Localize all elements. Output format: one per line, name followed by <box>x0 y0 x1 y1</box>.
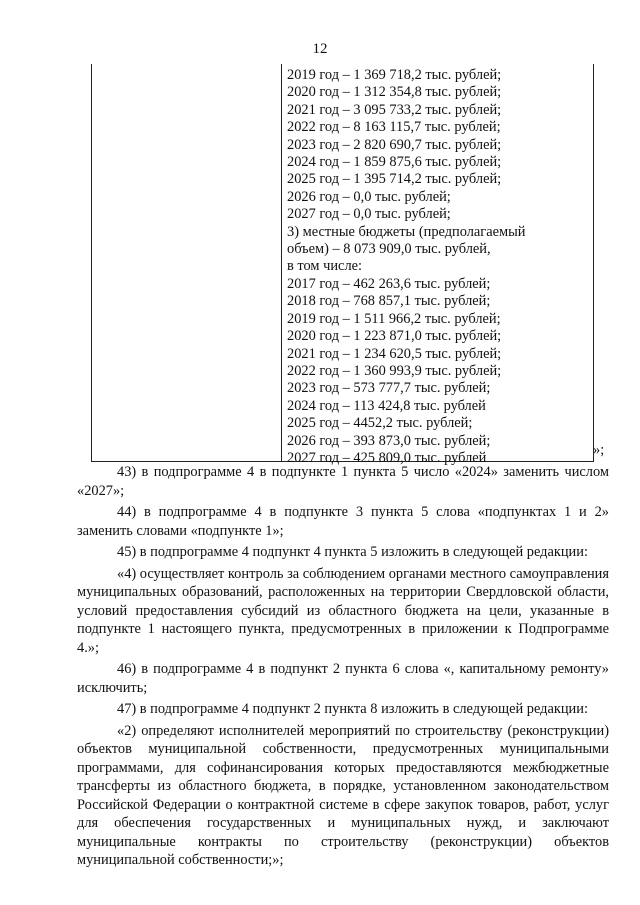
table-line: в том числе: <box>287 258 363 275</box>
table-line: 2027 год – 0,0 тыс. рублей; <box>287 206 451 223</box>
table-line: 2021 год – 3 095 733,2 тыс. рублей; <box>287 101 502 118</box>
table-line: 3) местные бюджеты (предполагаемый <box>287 223 526 240</box>
table-line: 2019 год – 1 511 966,2 тыс. рублей; <box>287 310 501 327</box>
table-line: 2025 год – 1 395 714,2 тыс. рублей; <box>287 171 502 188</box>
table-line: 2017 год – 462 263,6 тыс. рублей; <box>287 275 491 292</box>
table-cell-financing <box>287 67 587 467</box>
table-line: 2026 год – 0,0 тыс. рублей; <box>287 188 451 205</box>
table-line: объем) – 8 073 909,0 тыс. рублей, <box>287 241 491 258</box>
table-line: 2019 год – 1 369 718,2 тыс. рублей; <box>287 67 502 83</box>
amendment-paragraph: 43) в подпрограмме 4 в подпункте 1 пункта 5 число «2024» заменить числом «2027»; <box>77 464 609 499</box>
table-line: 2021 год – 1 234 620,5 тыс. рублей; <box>287 345 502 362</box>
amendment-paragraph: 46) в подпрограмме 4 в подпункт 2 пункта 6 слова «, капитальному ремонту» исключить; <box>77 661 609 696</box>
table-line: 2026 год – 393 873,0 тыс. рублей; <box>287 432 491 449</box>
table-line: 2024 год – 1 859 875,6 тыс. рублей; <box>287 154 502 171</box>
table-line: 2027 год – 425 809,0 тыс. рублей <box>287 449 487 466</box>
page-number: 12 <box>312 41 328 57</box>
amendment-paragraph: 44) в подпрограмме 4 в подпункте 3 пункта 5 слова «подпунктах 1 и 2» заменить словами «подпункте 1»; <box>77 504 609 539</box>
amendment-paragraph: «2) определяют исполнителей мероприятий по строительству (реконструкции) объектов муниципальной собственности, предусмотренных муниципальными программами, для софинансирования которых предоставляются межбюджетные трансферты из областного бюджета, в порядке, установленном законодательством Российской Федерации о контрактной системе в сфере закупок товаров, работ, услуг для обеспечения государственных и муниципальных нужд, и заключают муниципальные контракты по строительству (реконструкции) объектов муниципальной собственности;»; <box>77 722 609 868</box>
table-line: 2020 год – 1 312 354,8 тыс. рублей; <box>287 84 502 101</box>
table-line: 2024 год – 113 424,8 тыс. рублей <box>287 397 486 414</box>
table-line: 2020 год – 1 223 871,0 тыс. рублей; <box>287 328 502 345</box>
table-border-left <box>91 64 92 462</box>
table-line: 2022 год – 1 360 993,9 тыс. рублей; <box>287 362 502 379</box>
table-border-right <box>593 64 594 462</box>
table-line: 2025 год – 4452,2 тыс. рублей; <box>287 415 473 432</box>
table-column-divider <box>281 64 282 462</box>
amendment-paragraph: 47) в подпрограмме 4 подпункт 2 пункта 8 изложить в следующей редакции: <box>117 701 588 717</box>
amendment-paragraph: «4) осуществляет контроль за соблюдением органами местного самоуправления муниципальных образований, расположенных на территории Свердловской области, условий предоставления субсидий из областного бюджета на цели, указанные в подпункте 1 настоящего пункта, предусмотренных в приложении к Подпрограмме 4.»; <box>77 565 610 656</box>
amendments-text <box>77 463 609 870</box>
table-line: 2022 год – 8 163 115,7 тыс. рублей; <box>287 119 501 136</box>
table-line: 2018 год – 768 857,1 тыс. рублей; <box>287 293 491 310</box>
table-line: 2023 год – 573 777,7 тыс. рублей; <box>287 380 491 397</box>
closing-quote: »; <box>593 442 605 458</box>
amendment-paragraph: 45) в подпрограмме 4 подпункт 4 пункта 5 изложить в следующей редакции: <box>117 544 588 560</box>
table-line: 2023 год – 2 820 690,7 тыс. рублей; <box>287 136 502 153</box>
